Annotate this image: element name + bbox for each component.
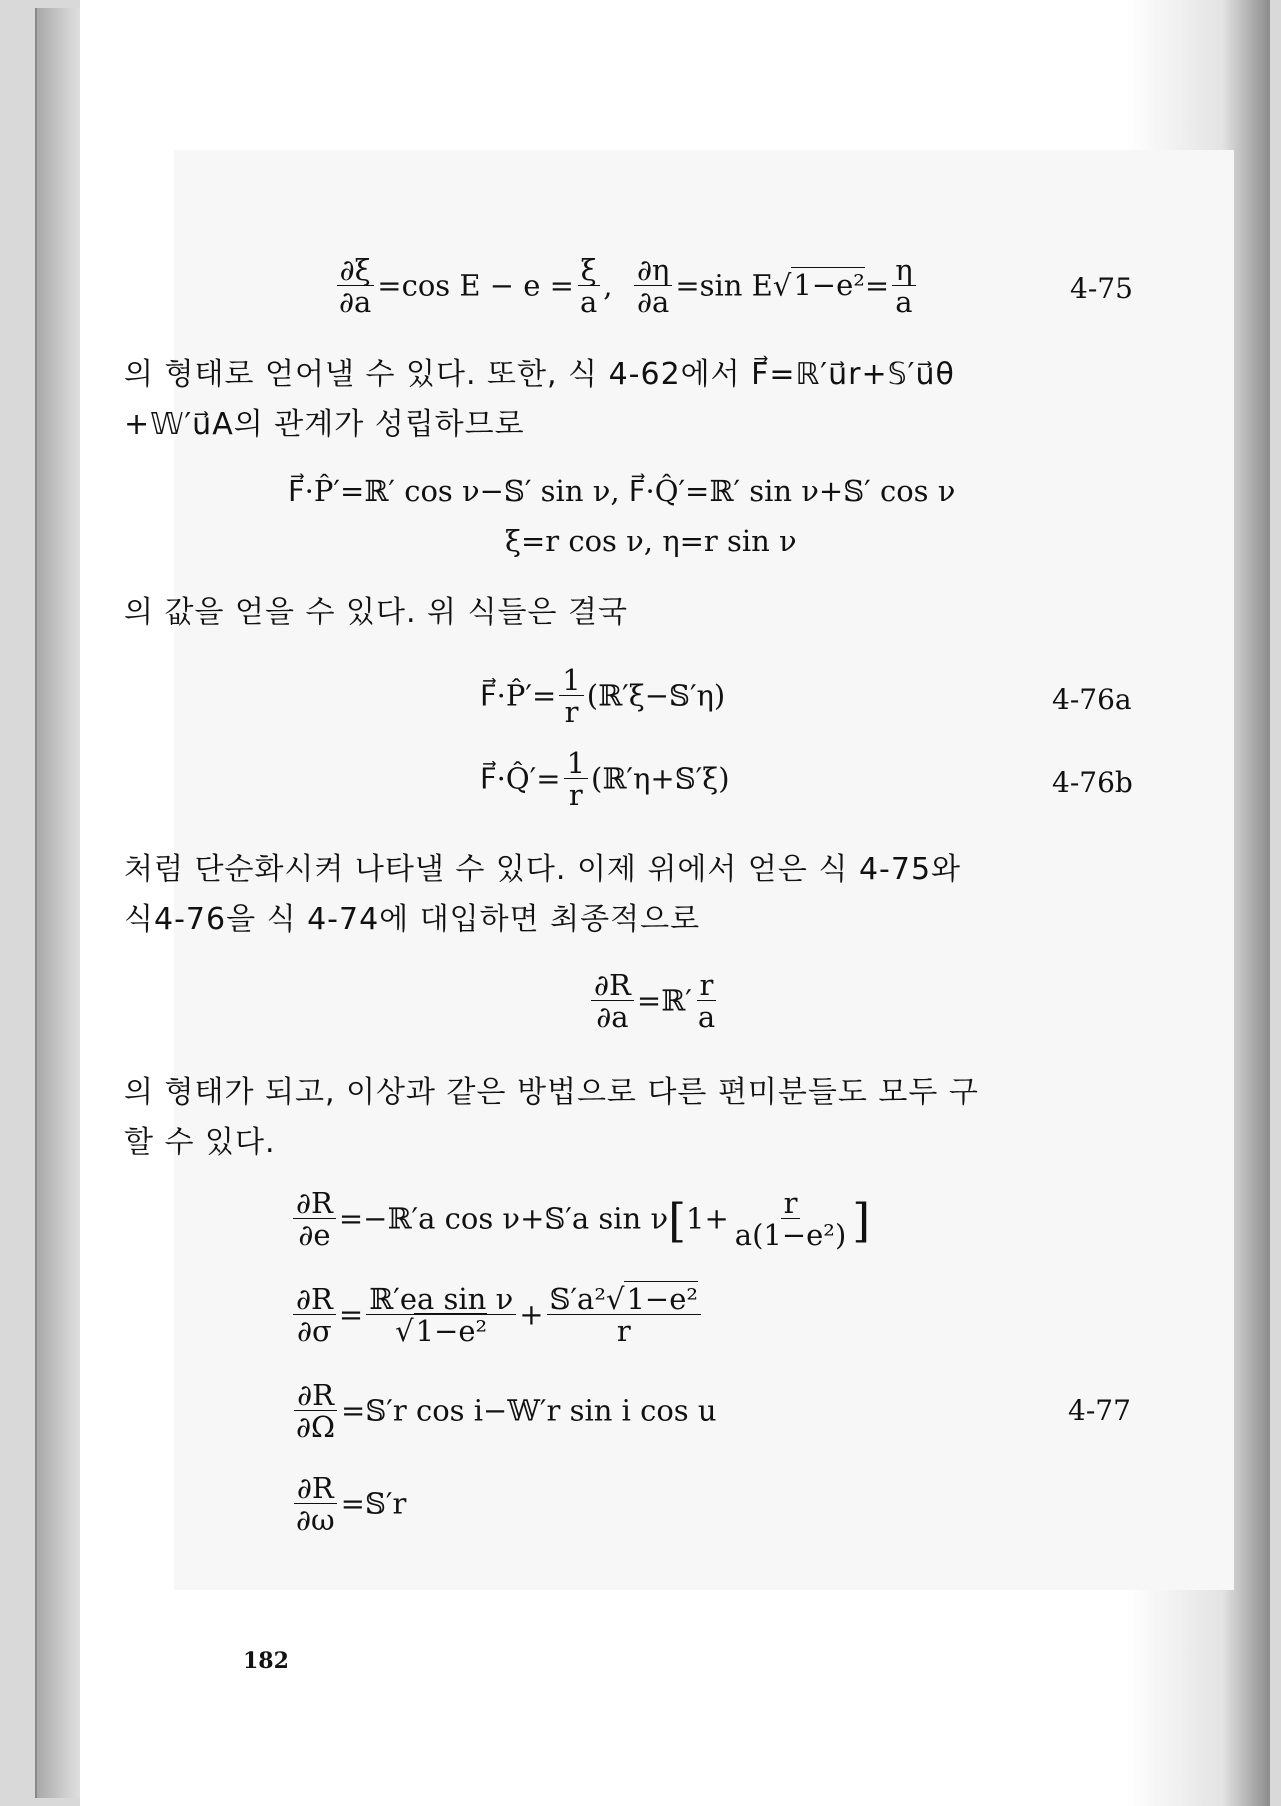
paragraph-4-line-2: 할 수 있다. (124, 1125, 276, 1160)
equation-dR-domega: $\frac{\partial R}{\partial\omega}$ =𝕊′r (290, 1473, 406, 1538)
paragraph-4-line-1: 의 형태가 되고, 이상과 같은 방법으로 다른 편미분들도 모두 구 (124, 1075, 979, 1110)
equation-dR-dOmega: $\frac{\partial R}{\partial\Omega}$ =𝕊′r cos i−𝕎′r sin i cos u (296, 1378, 717, 1445)
equation-xi-eta: ξ=r cos ν, η=r sin ν (505, 524, 797, 558)
equation-4-75: $\frac{\partial\xi}{\partial a}$ =cos E − e = $\frac{\xi}{a}$ , $\frac{\partial\eta}{\partial a}$ =sin E√1−e²= $\frac{\eta}{a}$ (333, 255, 919, 320)
equation-dR-de: $\frac{\partial R}{\partial e}$ =−ℝ′a cos ν+𝕊′a sin ν[1+ $\frac{r}{\text{a(1−e²)}}$ ] (290, 1188, 870, 1253)
paragraph-2: 의 값을 얻을 수 있다. 위 식들은 결국 (124, 595, 629, 630)
equation-dR-da: $\frac{\partial R}{\partial a}$ =ℝ′ $\frac{r}{a}$ (588, 970, 721, 1035)
equation-number-4-76a: 4-76a (1052, 683, 1132, 716)
equation-number-4-75: 4-75 (1070, 272, 1133, 305)
equation-dR-dsigma: $\frac{\partial R}{\partial\sigma}$ = $\frac{\text{ℝ′ea sin ν}}{\text{√1−e²}}$ + $\frac{\text{𝕊′a²√1−e²}}{r}$ (290, 1284, 704, 1349)
paragraph-1-line-2: +𝕎′u⃗A의 관계가 성립하므로 (124, 407, 525, 442)
paragraph-3-line-2: 식4-76을 식 4-74에 대입하면 최종적으로 (124, 902, 701, 937)
paragraph-1-line-1: 의 형태로 얻어낼 수 있다. 또한, 식 4-62에서 F⃗=ℝ′u⃗r+𝕊′u⃗θ (124, 357, 955, 392)
equation-force-projections: F⃗·P̂′=ℝ′ cos ν−𝕊′ sin ν, F⃗·Q̂′=ℝ′ sin ν+𝕊′ cos ν (288, 474, 956, 508)
paragraph-3-line-1: 처럼 단순화시켜 나타낼 수 있다. 이제 위에서 얻은 식 4-75와 (124, 852, 962, 887)
page-number: 182 (243, 1648, 289, 1674)
equation-number-4-76b: 4-76b (1052, 766, 1133, 799)
paragraph-3 (124, 845, 1134, 945)
paragraph-1 (124, 350, 1134, 450)
equation-4-76a: F⃗·P̂′= $\frac{1}{r}$ (ℝ′ξ−𝕊′η) (480, 663, 726, 730)
equation-4-76b: F⃗·Q̂′= $\frac{1}{r}$ (ℝ′η+𝕊′ξ) (480, 746, 730, 813)
equation-number-4-77: 4-77 (1068, 1394, 1131, 1427)
paragraph-4 (124, 1068, 1134, 1168)
